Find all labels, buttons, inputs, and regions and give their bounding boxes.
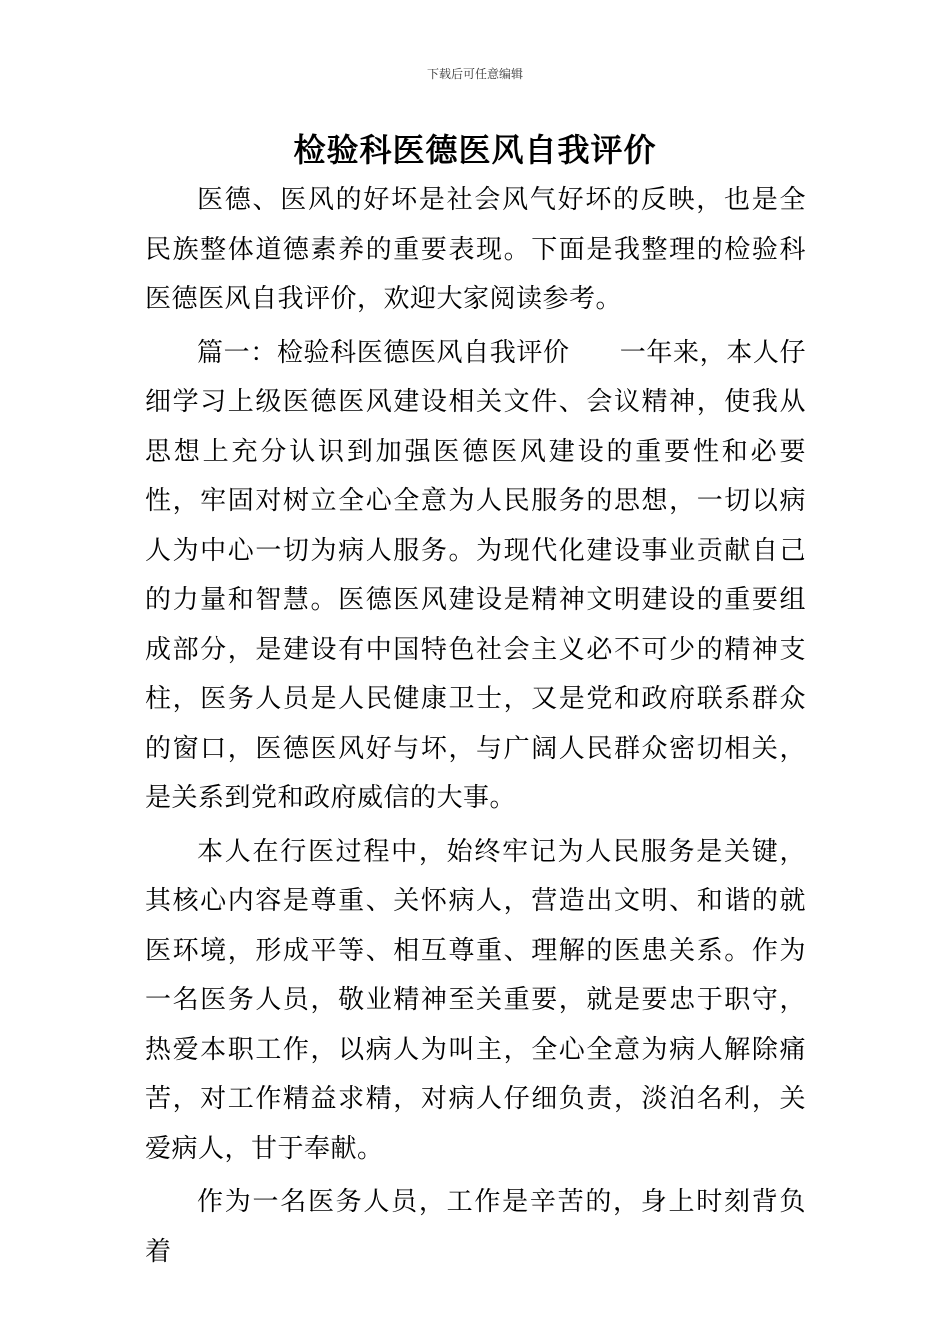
paragraph-section-one <box>145 329 806 824</box>
paragraph-continued: 作为一名医务人员，工作是辛苦的，身上时刻背负着 <box>145 1187 806 1267</box>
document-body <box>145 176 806 1277</box>
document-title: 检验科医德医风自我评价 <box>293 131 657 169</box>
header-note: 下载后可任意编辑 <box>426 67 523 81</box>
paragraph-practice: 本人在行医过程中，始终牢记为人民服务是关键，其核心内容是尊重、关怀病人，营造出文明、和谐的就医环境，形成平等、相互尊重、理解的医患关系。作为一名医务人员，敬业精神至关重要，就是要忠于职守，热爱本职工作，以病人为叫主，全心全意为病人解除痛苦，对工作精益求精，对病人仔细负责，淡泊名利，关爱病人，甘于奉献。 <box>145 836 806 1164</box>
paragraph-section-one-text: 一年来，本人仔细学习上级医德医风建设相关文件、会议精神，使我从思想上充分认识到加强医德医风建设的重要性和必要性，牢固对树立全心全意为人民服务的思想，一切以病人为中心一切为病人服务。为现代化建设事业贡献自己的力量和智慧。医德医风建设是精神文明建设的重要组成部分，是建设有中国特色社会主义必不可少的精神支柱，医务人员是人民健康卫士，又是党和政府联系群众的窗口，医德医风好与坏，与广阔人民群众密切相关，是关系到党和政府威信的大事。 <box>145 337 806 813</box>
paragraph-intro: 医德、医风的好坏是社会风气好坏的反映，也是全民族整体道德素养的重要表现。下面是我整理的检验科医德医风自我评价，欢迎大家阅读参考。 <box>145 185 806 314</box>
section-heading: 篇一：检验科医德医风自我评价 <box>197 337 570 368</box>
